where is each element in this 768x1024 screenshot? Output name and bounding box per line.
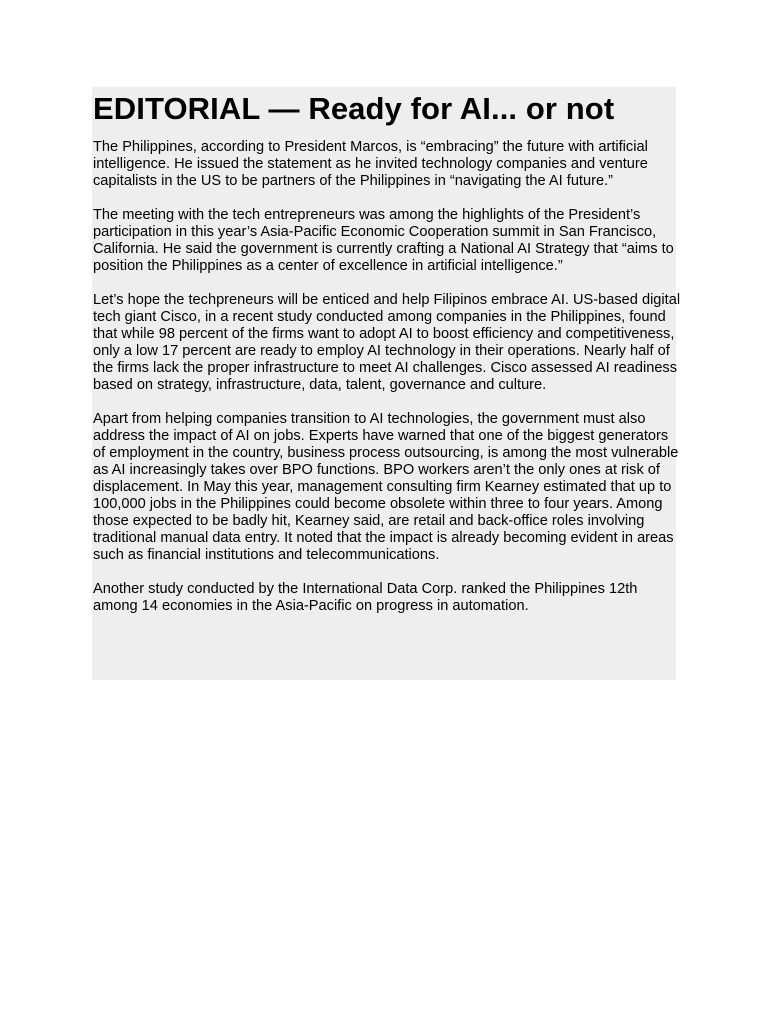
paragraph-1: The Philippines, according to President Marcos, is “embracing” the future with artificial intelligence. He issued the statement as he invited technology companies and venture capitalists in the US to be partners of the Philippines in “navigating the AI future.” — [93, 139, 648, 189]
article-body — [92, 87, 681, 680]
paragraph-2: The meeting with the tech entrepreneurs was among the highlights of the President’s participation in this year’s Asia-Pacific Economic Cooperation summit in San Francisco, California. He said the government is currently crafting a National AI Strategy that “aims to position the Philippines as a center of excellence in artificial intelligence.” — [93, 207, 674, 274]
paragraph-3: Let’s hope the techpreneurs will be enticed and help Filipinos embrace AI. US-based digital tech giant Cisco, in a recent study conducted among companies in the Philippines, found that while 98 percent of the firms want to adopt AI to boost efficiency and competitiveness, only a low 17 percent are ready to employ AI technology in their operations. Nearly half of the firms lack the proper infrastructure to meet AI challenges. Cisco assessed AI readiness based on strategy, infrastructure, data, talent, governance and culture. — [93, 292, 681, 393]
paragraph-4: Apart from helping companies transition to AI technologies, the government must also address the impact of AI on jobs. Experts have warned that one of the biggest generators of employment in the country, business process outsourcing, is among the most vulnerable as AI increasingly takes over BPO functions. BPO workers aren’t the only ones at risk of displacement. In May this year, management consulting firm Kearney estimated that up to 100,000 jobs in the Philippines could become obsolete within three to four years. Among those expected to be badly hit, Kearney said, are retail and back-office roles involving traditional manual data entry. It noted that the impact is already becoming evident in areas such as financial institutions and telecommunications. — [93, 411, 679, 563]
paragraph-5: Another study conducted by the International Data Corp. ranked the Philippines 12th among 14 economies in the Asia-Pacific on progress in automation. — [93, 581, 638, 614]
article-title: EDITORIAL — Ready for AI... or not — [93, 91, 615, 126]
